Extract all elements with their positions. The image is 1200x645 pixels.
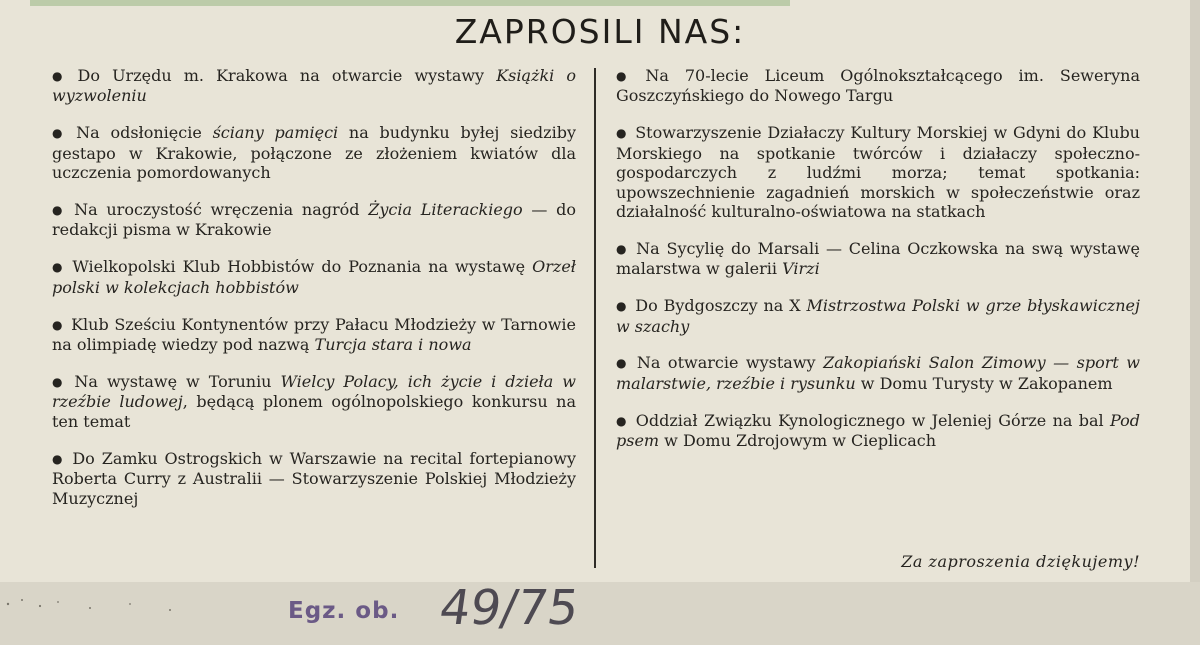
article-heading: ZAPROSILI NAS: — [454, 12, 746, 51]
announcement-item — [616, 123, 1140, 221]
italic-title: Pod psem — [616, 410, 1140, 451]
item-text: Oddział Związku Kynologicznego w Jeleniej Górze na bal — [635, 410, 1110, 430]
item-text: na budynku byłej siedziby gestapo w Krakowie, połączone ze złożeniem kwiatów dla uczczenia pomordowanych — [52, 123, 576, 183]
italic-title: Życia Literackiego — [368, 200, 523, 220]
bullet-icon: ● — [52, 317, 64, 332]
bullet-icon: ● — [616, 241, 629, 256]
item-text: Do Urzędu m. Krakowa na otwarcie wystawy — [77, 66, 497, 85]
italic-title: Książki o wyzwoleniu — [52, 66, 576, 106]
italic-title: Virzi — [782, 259, 820, 279]
item-text: Na 70-lecie Liceum Ogólnokształcącego im. Seweryna Goszczyńskiego do Nowego Targu — [616, 66, 1140, 106]
item-text: Wielkopolski Klub Hobbistów do Poznania na wystawę — [72, 257, 533, 277]
announcement-item — [616, 353, 1140, 393]
item-text: Na odsłonięcie — [76, 123, 213, 143]
italic-title: ściany pamięci — [212, 123, 339, 143]
right-column — [616, 66, 1140, 468]
item-text: w Domu Turysty w Zakopanem — [855, 373, 1113, 393]
announcement-item — [52, 123, 576, 182]
page-edge — [1190, 0, 1200, 600]
announcement-item — [52, 315, 576, 355]
announcement-item — [52, 372, 576, 431]
bullet-icon: ● — [616, 356, 629, 371]
bullet-icon: ● — [52, 260, 65, 275]
handwritten-number: 49/75 — [436, 580, 583, 636]
item-text: Na otwarcie wystawy — [636, 353, 824, 373]
announcement-item — [52, 66, 576, 106]
green-strip — [30, 0, 790, 6]
speckle-dots — [0, 590, 220, 620]
announcement-item — [616, 239, 1140, 279]
announcement-item — [616, 66, 1140, 106]
italic-title: Zakopiański Salon Zimowy — sport w malarstwie, rzeźbie i rysunku — [616, 353, 1140, 393]
item-text: , będącą plonem ogólnopolskiego konkursu na ten temat — [52, 392, 576, 431]
italic-title: Wielcy Polacy, ich życie i dzieła w rzeźbie ludowej — [52, 371, 576, 412]
bullet-icon: ● — [52, 451, 65, 466]
bullet-icon: ● — [52, 126, 69, 141]
column-divider — [594, 68, 596, 568]
bullet-icon: ● — [616, 299, 628, 314]
announcement-item — [52, 257, 576, 297]
thanks-note: Za zaproszenia dziękujemy! — [901, 552, 1140, 571]
item-text: Na Sycylię do Marsali — Celina Oczkowska na swą wystawę malarstwa w galerii — [616, 238, 1140, 279]
item-text: w Domu Zdrojowym w Cieplicach — [659, 431, 937, 451]
item-text: Na uroczystość wręczenia nagród — [74, 200, 369, 220]
item-text: Stowarzyszenie Działaczy Kultury Morskiej w Gdyni do Klubu Morskiego na spotkanie twórców i działaczy społeczno-gospodarczych z ludźmi morza; temat spotkania: upowszechnienie zagadnień morskich w społeczeństwie oraz działalność kulturalno-oświatowa na statkach — [616, 123, 1140, 221]
bullet-icon: ● — [52, 374, 67, 389]
left-column — [52, 66, 576, 525]
bullet-icon: ● — [52, 69, 70, 83]
item-text: Do Zamku Ostrogskich w Warszawie na recital fortepianowy Roberta Curry z Australii — Stowarzyszenie Polskiej Młodzieży Muzycznej — [52, 448, 576, 508]
announcement-item — [616, 411, 1140, 451]
announcement-item — [616, 296, 1140, 336]
bullet-icon: ● — [616, 69, 638, 83]
announcement-item — [52, 449, 576, 508]
item-text: Do Bydgoszczy na X — [635, 296, 807, 316]
archive-stamp: Egz. ob. — [288, 598, 400, 624]
italic-title: Orzeł polski w kolekcjach hobbistów — [52, 257, 576, 297]
bullet-icon: ● — [616, 413, 628, 428]
announcement-item — [52, 200, 576, 240]
bullet-icon: ● — [616, 126, 628, 141]
item-text: — do redakcji pisma w Krakowie — [52, 200, 576, 240]
item-text: Na wystawę w Toruniu — [74, 371, 281, 391]
item-text: Klub Sześciu Kontynentów przy Pałacu Młodzieży w Tarnowie na olimpiadę wiedzy pod nazwą — [52, 314, 576, 355]
bullet-icon: ● — [52, 203, 67, 218]
italic-title: Turcja stara i nowa — [314, 335, 472, 355]
italic-title: Mistrzostwa Polski w grze błyskawicznej w szachy — [616, 296, 1140, 336]
